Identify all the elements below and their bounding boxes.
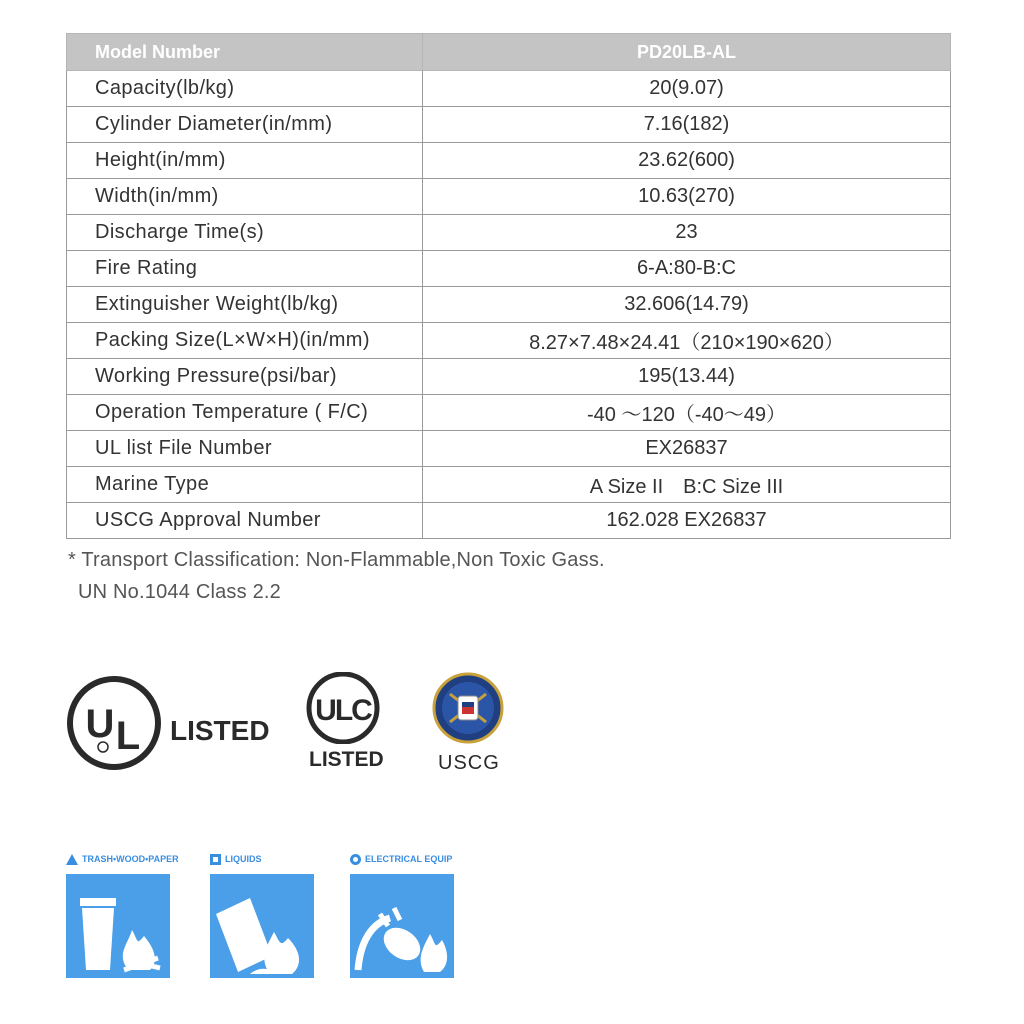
triangle-badge-icon: [66, 854, 78, 865]
table-row: [67, 215, 951, 251]
spec-label: Width(in/mm): [67, 179, 423, 215]
ulc-circle-icon: [305, 672, 383, 744]
uscg-seal-icon: [428, 672, 508, 746]
transport-note: * Transport Classification: Non-Flammable,Non Toxic Gass.: [68, 549, 605, 571]
spec-value: 23.62(600): [423, 143, 951, 179]
svg-text:ULC: ULC: [315, 694, 371, 727]
class-b-fire-icon-block: [210, 852, 314, 978]
table-row: [67, 359, 951, 395]
ul-listed-text: LISTED: [170, 715, 270, 746]
spec-label: Working Pressure(psi/bar): [67, 359, 423, 395]
spec-value: 20(9.07): [423, 71, 951, 107]
ulc-listed-logo: [305, 672, 385, 782]
spec-label: Cylinder Diameter(in/mm): [67, 107, 423, 143]
table-header-row: [67, 34, 951, 71]
class-a-fire-icon-block: [66, 852, 179, 978]
electrical-fire-icon: [350, 874, 454, 978]
table-row: [67, 467, 951, 503]
table-row: [67, 503, 951, 539]
spec-label: Packing Size(L×W×H)(in/mm): [67, 323, 423, 359]
table-row: [67, 179, 951, 215]
spec-label: Operation Temperature ( F/C): [67, 395, 423, 431]
svg-text:L: L: [115, 714, 141, 758]
spec-value: 6-A:80-B:C: [423, 251, 951, 287]
spec-value: 23: [423, 215, 951, 251]
circle-badge-icon: [350, 854, 361, 865]
header-model-value: PD20LB-AL: [423, 34, 951, 71]
un-number-note: UN No.1044 Class 2.2: [78, 581, 281, 603]
spec-label: Extinguisher Weight(lb/kg): [67, 287, 423, 323]
trash-fire-icon: [66, 874, 170, 978]
table-row: [67, 431, 951, 467]
table-row: [67, 107, 951, 143]
spec-value: 32.606(14.79): [423, 287, 951, 323]
square-badge-icon: [210, 854, 221, 865]
class-c-caption: ELECTRICAL EQUIP: [365, 854, 453, 864]
class-a-caption: TRASH•WOOD•PAPER: [82, 854, 179, 864]
spec-value: 10.63(270): [423, 179, 951, 215]
spec-label: Fire Rating: [67, 251, 423, 287]
spec-label: Marine Type: [67, 467, 423, 503]
spec-label: USCG Approval Number: [67, 503, 423, 539]
svg-text:U: U: [85, 702, 115, 746]
table-row: [67, 71, 951, 107]
spec-label: Capacity(lb/kg): [67, 71, 423, 107]
header-model-number-label: Model Number: [67, 34, 423, 71]
liquid-fire-icon: [210, 874, 314, 978]
ulc-listed-text: LISTED: [309, 748, 384, 771]
spec-value: A Size II B:C Size III: [423, 467, 951, 503]
ul-circle-icon: [66, 675, 166, 775]
spec-label: Discharge Time(s): [67, 215, 423, 251]
spec-value: 7.16(182): [423, 107, 951, 143]
ul-listed-logo: [66, 675, 270, 775]
table-row: [67, 395, 951, 431]
table-row: [67, 251, 951, 287]
spec-value: -40 ～120（-40～49）: [423, 395, 951, 431]
spec-value: EX26837: [423, 431, 951, 467]
spec-value: 8.27×7.48×24.41（210×190×620）: [423, 323, 951, 359]
spec-value: 195(13.44): [423, 359, 951, 395]
table-row: [67, 323, 951, 359]
spec-label: Height(in/mm): [67, 143, 423, 179]
table-row: [67, 287, 951, 323]
uscg-text: USCG: [438, 752, 500, 774]
spec-label: UL list File Number: [67, 431, 423, 467]
spec-value: 162.028 EX26837: [423, 503, 951, 539]
class-c-fire-icon-block: [350, 852, 454, 978]
uscg-logo: [428, 672, 508, 782]
class-b-caption: LIQUIDS: [225, 854, 262, 864]
table-row: [67, 143, 951, 179]
specifications-table: [66, 33, 951, 539]
